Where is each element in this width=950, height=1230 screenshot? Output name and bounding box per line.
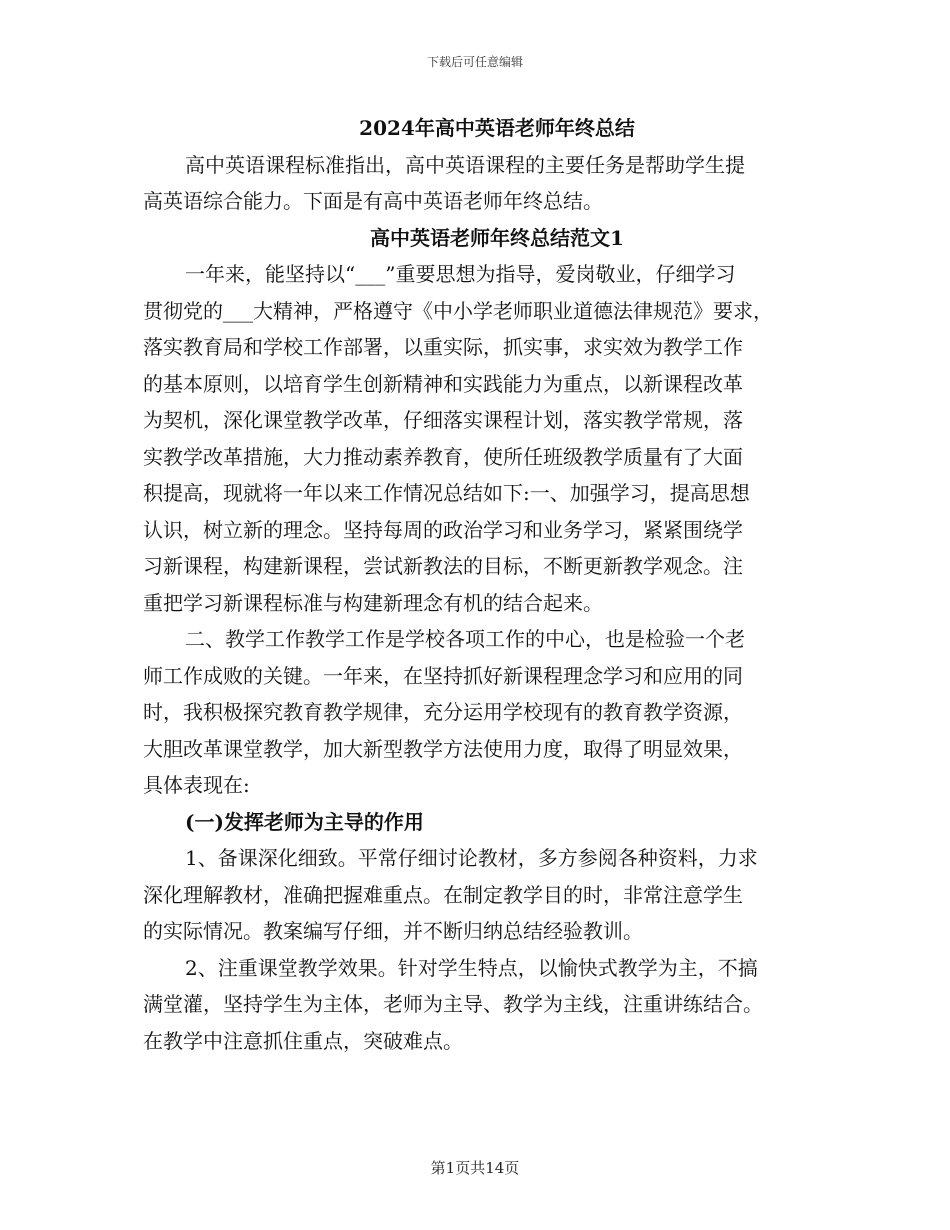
paragraph-line: 时，我积极探究教育教学规律，充分运用学校现有的教育教学资源， [143, 700, 743, 724]
paragraph-line: 的实际情况。教案编写仔细，并不断归纳总结经验教训。 [143, 919, 643, 943]
paragraph-line: 师工作成败的关键。一年来，在坚持抓好新课程理念学习和应用的同 [143, 663, 743, 688]
paragraph-line: 的基本原则，以培育学生创新精神和实践能力为重点，以新课程改革 [143, 371, 743, 396]
paragraph-line: 积提高，现就将一年以来工作情况总结如下:一、加强学习，提高思想 [143, 481, 750, 505]
intro-line: 高英语综合能力。下面是有高中英语老师年终总结。 [143, 189, 603, 213]
paragraph-line: 一年来，能坚持以“___”重要思想为指导，爱岗敬业，仔细学习 [185, 262, 736, 286]
paragraph-line: 1、备课深化细致。平常仔细讨论教材，多方参阅各种资料，力求 [185, 846, 758, 870]
paragraph-line: 贯彻党的___大精神，严格遵守《中小学老师职业道德法律规范》要求， [143, 298, 773, 323]
page-number: 第1页共14页 [430, 1159, 520, 1177]
section-title: 高中英语老师年终总结范文1 [370, 225, 624, 250]
paragraph-line: 习新课程，构建新课程，尝试新教法的目标，不断更新教学观念。注 [143, 554, 743, 578]
paragraph-line: 认识，树立新的理念。坚持每周的政治学习和业务学习，紧紧围绕学 [143, 517, 743, 542]
document-title: 2024年高中英语老师年终总结 [359, 116, 635, 140]
paragraph-line: 深化理解教材，准确把握难重点。在制定教学目的时，非常注意学生 [143, 882, 743, 907]
paragraph-line: 落实教育局和学校工作部署，以重实际，抓实事，求实效为教学工作 [143, 335, 743, 359]
paragraph-line: 满堂灌，坚持学生为主体，老师为主导、教学为主线，注重讲练结合。 [143, 992, 763, 1016]
document-body [143, 110, 823, 1059]
paragraph-line: 为契机，深化课堂教学改革，仔细落实课程计划，落实教学常规，落 [143, 408, 743, 432]
paragraph-line: 实教学改革措施，大力推动素养教育，使所任班级教学质量有了大面 [143, 444, 743, 469]
paragraph-line: 2、注重课堂教学效果。针对学生特点，以愉快式教学为主，不搞 [185, 955, 758, 980]
paragraph-line: 二、教学工作教学工作是学校各项工作的中心，也是检验一个老 [185, 627, 745, 651]
paragraph-line: 大胆改革课堂教学，加大新型教学方法使用力度，取得了明显效果， [143, 736, 743, 761]
paragraph-line: 重把学习新课程标准与构建新理念有机的结合起来。 [143, 590, 603, 615]
subheading: (一)发挥老师为主导的作用 [185, 809, 424, 834]
page-header-note: 下载后可任意编辑 [426, 55, 523, 69]
paragraph-line: 在教学中注意抓住重点，突破难点。 [143, 1028, 463, 1053]
intro-line: 高中英语课程标准指出，高中英语课程的主要任务是帮助学生提 [185, 152, 745, 177]
paragraph-line: 具体表现在: [143, 773, 250, 797]
